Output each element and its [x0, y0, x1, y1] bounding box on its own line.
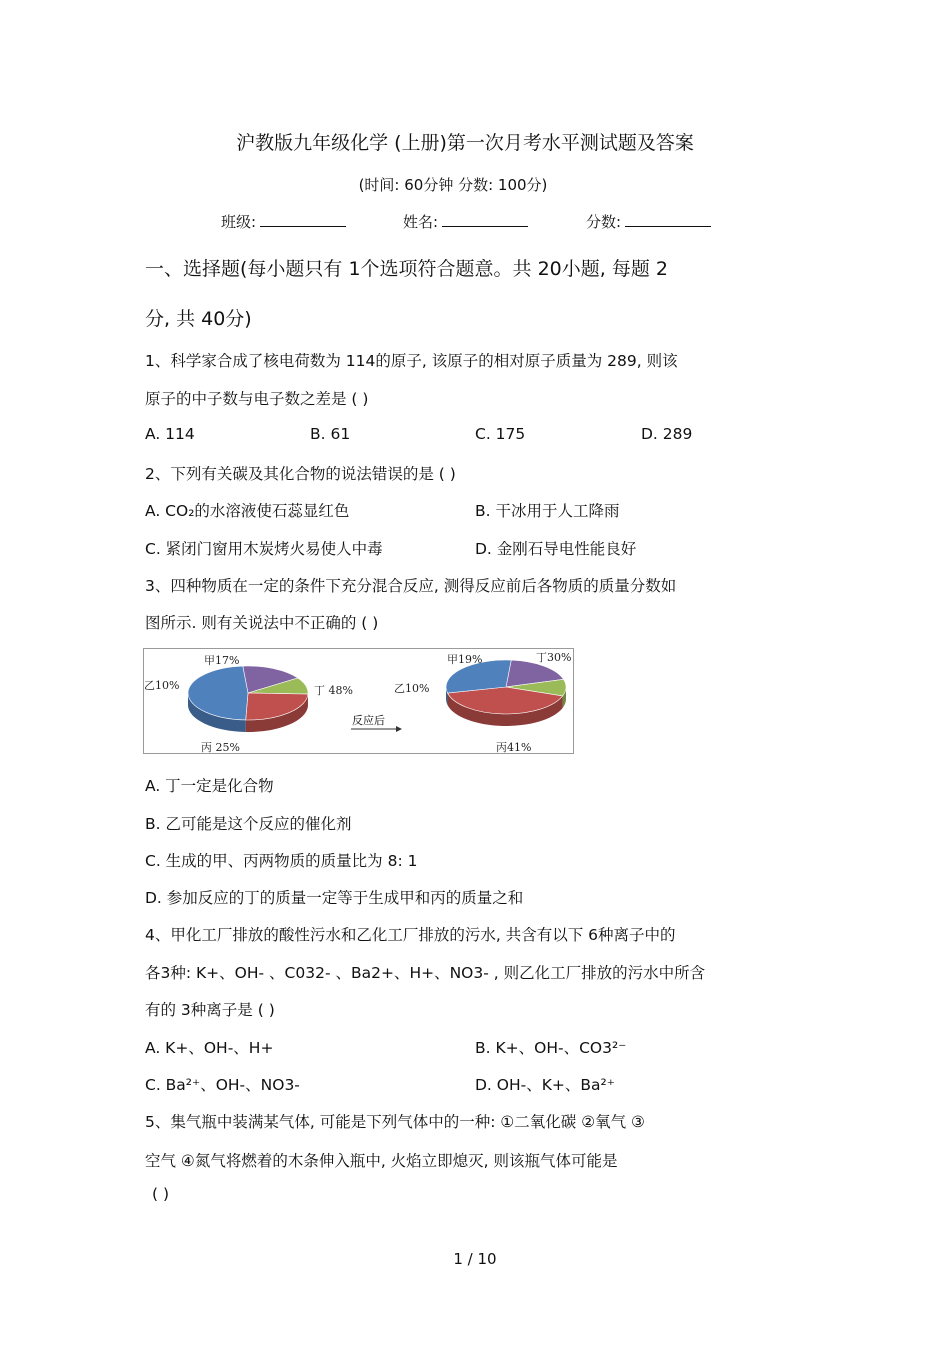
- pie-label: 丙41%: [496, 741, 532, 753]
- score-label: 分数:: [586, 213, 622, 231]
- q1-line1: 1、科学家合成了核电荷数为 114的原子, 该原子的相对原子质量为 289, 则该: [145, 352, 678, 370]
- class-label: 班级:: [221, 213, 257, 231]
- q3-line2: 图所示. 则有关说法中不正确的 ( ): [145, 614, 379, 632]
- pie-label: 乙10%: [144, 679, 180, 692]
- q2-option-b: B. 干冰用于人工降雨: [475, 502, 620, 520]
- page-title: 沪教版九年级化学 (上册)第一次月考水平测试题及答案: [236, 132, 694, 154]
- q5-line2: 空气 ④氮气将燃着的木条伸入瓶中, 火焰立即熄灭, 则该瓶气体可能是: [145, 1152, 618, 1170]
- page-number: 1 / 10: [453, 1250, 497, 1268]
- q4-option-c: C. Ba²⁺、OH-、NO3-: [145, 1076, 300, 1094]
- score-field: [586, 211, 711, 232]
- q1-option-b: B. 61: [310, 425, 351, 443]
- class-field: [221, 211, 346, 232]
- q3-option-c: C. 生成的甲、丙两物质的质量比为 8: 1: [145, 852, 418, 870]
- pie-label: 丁 48%: [314, 684, 353, 697]
- exam-info: (时间: 60分钟 分数: 100分): [358, 176, 548, 194]
- class-blank: [260, 212, 346, 227]
- q3-option-a: A. 丁一定是化合物: [145, 777, 274, 795]
- q4-option-b: B. K+、OH-、CO3²⁻: [475, 1039, 627, 1057]
- q1-line2: 原子的中子数与电子数之差是 ( ): [145, 390, 369, 408]
- name-field: [403, 211, 528, 232]
- q4-option-d: D. OH-、K+、Ba²⁺: [475, 1076, 615, 1094]
- q2-line1: 2、下列有关碳及其化合物的说法错误的是 ( ): [145, 465, 456, 483]
- q4-line1: 4、甲化工厂排放的酸性污水和乙化工厂排放的污水, 共含有以下 6种离子中的: [145, 926, 676, 944]
- pie-after: [394, 651, 571, 753]
- q1-option-c: C. 175: [475, 425, 526, 443]
- score-blank: [625, 212, 711, 227]
- pie-label: 丙 25%: [201, 741, 240, 753]
- pie-label: 甲17%: [204, 654, 240, 667]
- q4-option-a: A. K+、OH-、H+: [145, 1039, 274, 1057]
- q3-option-b: B. 乙可能是这个反应的催化剂: [145, 815, 352, 833]
- q5-line1: 5、集气瓶中装满某气体, 可能是下列气体中的一种: ①二氧化碳 ②氧气 ③: [145, 1113, 645, 1131]
- q4-line3: 有的 3种离子是 ( ): [145, 1001, 275, 1019]
- pie-label: 甲19%: [447, 653, 483, 666]
- name-label: 姓名:: [403, 213, 439, 231]
- pie-before: [144, 654, 353, 753]
- q2-option-d: D. 金刚石导电性能良好: [475, 540, 637, 558]
- section-heading-line2: 分, 共 40分): [145, 308, 252, 330]
- q5-line3: ( ): [152, 1185, 170, 1203]
- q2-option-a: A. CO₂的水溶液使石蕊显红色: [145, 502, 350, 520]
- q4-line2: 各3种: K+、OH- 、C032- 、Ba2+、H+、NO3- , 则乙化工厂排放的污水中所含: [145, 964, 706, 982]
- pie-label: 乙10%: [394, 682, 430, 695]
- q3-line1: 3、四种物质在一定的条件下充分混合反应, 测得反应前后各物质的质量分数如: [145, 577, 677, 595]
- q3-option-d: D. 参加反应的丁的质量一定等于生成甲和丙的质量之和: [145, 889, 524, 907]
- q2-option-c: C. 紧闭门窗用木炭烤火易使人中毒: [145, 540, 383, 558]
- pie-label: 丁30%: [536, 651, 572, 664]
- pie-chart-figure: [143, 648, 574, 754]
- q1-option-a: A. 114: [145, 425, 195, 443]
- name-blank: [442, 212, 528, 227]
- pie-charts: [144, 649, 573, 753]
- section-heading-line1: 一、选择题(每小题只有 1个选项符合题意。共 20小题, 每题 2: [145, 258, 668, 280]
- q1-option-d: D. 289: [641, 425, 693, 443]
- arrow-label: 反应后: [352, 714, 385, 727]
